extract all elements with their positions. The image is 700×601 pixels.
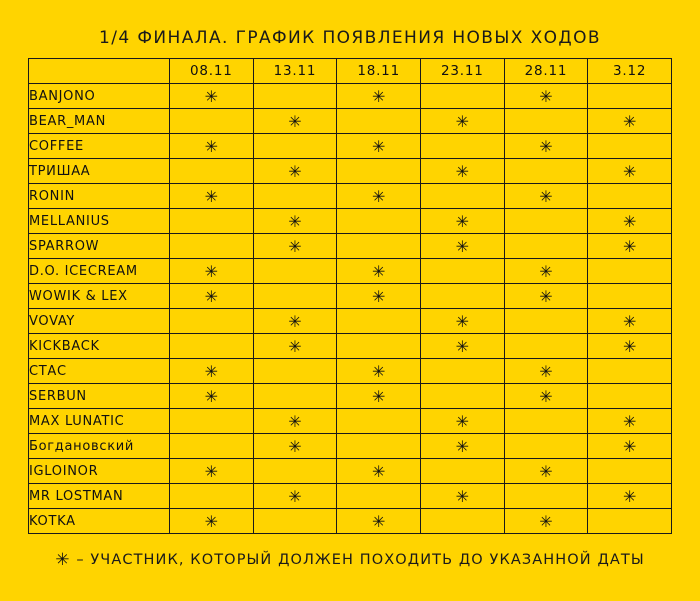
- cell-empty: [170, 109, 254, 134]
- table-row: [29, 459, 672, 484]
- asterisk-icon: ✳: [539, 361, 553, 381]
- asterisk-icon: ✳: [288, 336, 302, 356]
- table-row: [29, 384, 672, 409]
- cell-empty: [253, 384, 337, 409]
- cell-empty: [170, 159, 254, 184]
- schedule-table-container: [0, 58, 700, 534]
- asterisk-icon: ✳: [371, 86, 386, 106]
- cell-marked: [170, 384, 254, 409]
- asterisk-icon: ✳: [204, 261, 219, 281]
- cell-empty: [420, 459, 504, 484]
- cell-empty: [588, 459, 672, 484]
- asterisk-icon: ✳: [622, 161, 637, 181]
- participant-name: IGLOINOR: [29, 459, 170, 484]
- cell-marked: [253, 209, 337, 234]
- cell-empty: [170, 434, 254, 459]
- asterisk-icon: ✳: [622, 236, 637, 256]
- cell-marked: [588, 109, 672, 134]
- cell-marked: [588, 309, 672, 334]
- cell-marked: [253, 234, 337, 259]
- cell-marked: [170, 509, 254, 534]
- asterisk-icon: ✳: [371, 386, 386, 406]
- asterisk-icon: ✳: [371, 136, 386, 156]
- cell-empty: [588, 359, 672, 384]
- corner-cell: [29, 59, 170, 84]
- cell-empty: [170, 209, 254, 234]
- cell-marked: [337, 184, 421, 209]
- table-header-row: [29, 59, 672, 84]
- cell-empty: [420, 384, 504, 409]
- column-header-date: 23.11: [420, 59, 504, 84]
- cell-empty: [337, 334, 421, 359]
- cell-marked: [337, 259, 421, 284]
- table-row: [29, 134, 672, 159]
- table-body: [29, 84, 672, 534]
- cell-marked: [504, 184, 588, 209]
- cell-empty: [253, 284, 337, 309]
- participant-name: KICKBACK: [29, 334, 170, 359]
- cell-empty: [253, 259, 337, 284]
- cell-empty: [504, 434, 588, 459]
- participant-name: Богдановский: [29, 434, 170, 459]
- cell-empty: [420, 259, 504, 284]
- participant-name: MELLANIUS: [29, 209, 170, 234]
- cell-marked: [337, 459, 421, 484]
- cell-marked: [420, 334, 504, 359]
- asterisk-icon: ✳: [204, 511, 219, 531]
- cell-empty: [504, 409, 588, 434]
- cell-marked: [253, 484, 337, 509]
- cell-empty: [170, 309, 254, 334]
- cell-marked: [588, 409, 672, 434]
- cell-marked: [420, 209, 504, 234]
- cell-marked: [588, 159, 672, 184]
- column-header-date: 08.11: [170, 59, 254, 84]
- cell-marked: [504, 459, 588, 484]
- table-row: [29, 409, 672, 434]
- cell-marked: [170, 259, 254, 284]
- cell-empty: [588, 384, 672, 409]
- participant-name: SERBUN: [29, 384, 170, 409]
- asterisk-icon: ✳: [55, 550, 71, 570]
- cell-marked: [253, 334, 337, 359]
- participant-name: MAX LUNATIC: [29, 409, 170, 434]
- cell-empty: [337, 409, 421, 434]
- cell-empty: [337, 234, 421, 259]
- cell-marked: [588, 209, 672, 234]
- cell-empty: [337, 309, 421, 334]
- participant-name: MR LOSTMAN: [29, 484, 170, 509]
- cell-marked: [588, 334, 672, 359]
- cell-marked: [170, 284, 254, 309]
- asterisk-icon: ✳: [371, 186, 386, 206]
- cell-empty: [253, 359, 337, 384]
- cell-marked: [504, 259, 588, 284]
- cell-marked: [170, 84, 254, 109]
- cell-marked: [588, 234, 672, 259]
- cell-marked: [170, 359, 254, 384]
- participant-name: RONIN: [29, 184, 170, 209]
- cell-marked: [504, 134, 588, 159]
- cell-empty: [504, 309, 588, 334]
- cell-marked: [420, 484, 504, 509]
- asterisk-icon: ✳: [622, 311, 637, 331]
- cell-marked: [337, 134, 421, 159]
- participant-name: D.O. ICECREAM: [29, 259, 170, 284]
- cell-marked: [420, 234, 504, 259]
- cell-marked: [420, 309, 504, 334]
- column-header-date: 18.11: [337, 59, 421, 84]
- column-header-date: 13.11: [253, 59, 337, 84]
- cell-marked: [504, 384, 588, 409]
- table-row: [29, 259, 672, 284]
- page-title: 1/4 ФИНАЛА. ГРАФИК ПОЯВЛЕНИЯ НОВЫХ ХОДОВ: [99, 28, 601, 48]
- cell-marked: [337, 359, 421, 384]
- asterisk-icon: ✳: [622, 486, 637, 506]
- asterisk-icon: ✳: [204, 86, 219, 106]
- cell-marked: [504, 84, 588, 109]
- asterisk-icon: ✳: [371, 361, 386, 381]
- cell-empty: [170, 484, 254, 509]
- table-row: [29, 434, 672, 459]
- cell-empty: [504, 159, 588, 184]
- participant-name: СТАС: [29, 359, 170, 384]
- asterisk-icon: ✳: [539, 286, 553, 306]
- asterisk-icon: ✳: [204, 186, 219, 206]
- cell-empty: [253, 84, 337, 109]
- asterisk-icon: ✳: [455, 211, 469, 231]
- asterisk-icon: ✳: [288, 111, 302, 131]
- asterisk-icon: ✳: [539, 261, 553, 281]
- schedule-table: [28, 58, 672, 534]
- cell-marked: [420, 409, 504, 434]
- asterisk-icon: ✳: [539, 511, 553, 531]
- cell-marked: [337, 384, 421, 409]
- participant-name: BANJONO: [29, 84, 170, 109]
- asterisk-icon: ✳: [455, 111, 469, 131]
- cell-empty: [588, 509, 672, 534]
- cell-empty: [420, 284, 504, 309]
- asterisk-icon: ✳: [288, 411, 302, 431]
- asterisk-icon: ✳: [539, 86, 553, 106]
- legend-label: – УЧАСТНИК, КОТОРЫЙ ДОЛЖЕН ПОХОДИТЬ ДО УКАЗАННОЙ ДАТЫ: [76, 552, 645, 568]
- cell-empty: [504, 334, 588, 359]
- participant-name: WOWIK & LEX: [29, 284, 170, 309]
- cell-marked: [170, 134, 254, 159]
- asterisk-icon: ✳: [455, 161, 469, 181]
- cell-marked: [337, 84, 421, 109]
- cell-empty: [504, 109, 588, 134]
- asterisk-icon: ✳: [539, 186, 553, 206]
- table-row: [29, 359, 672, 384]
- cell-empty: [337, 159, 421, 184]
- cell-marked: [337, 509, 421, 534]
- table-row: [29, 234, 672, 259]
- asterisk-icon: ✳: [371, 461, 386, 481]
- cell-marked: [420, 159, 504, 184]
- cell-empty: [588, 284, 672, 309]
- cell-marked: [504, 359, 588, 384]
- cell-empty: [253, 509, 337, 534]
- asterisk-icon: ✳: [455, 486, 469, 506]
- cell-empty: [504, 234, 588, 259]
- cell-empty: [253, 184, 337, 209]
- asterisk-icon: ✳: [539, 136, 553, 156]
- cell-empty: [170, 409, 254, 434]
- cell-empty: [337, 209, 421, 234]
- table-row: [29, 509, 672, 534]
- cell-empty: [588, 184, 672, 209]
- asterisk-icon: ✳: [204, 386, 219, 406]
- column-header-date: 28.11: [504, 59, 588, 84]
- legend: [0, 534, 700, 568]
- asterisk-icon: ✳: [288, 236, 302, 256]
- cell-marked: [588, 434, 672, 459]
- asterisk-icon: ✳: [455, 311, 469, 331]
- asterisk-icon: ✳: [204, 136, 219, 156]
- cell-marked: [253, 309, 337, 334]
- table-row: [29, 159, 672, 184]
- table-row: [29, 334, 672, 359]
- table-row: [29, 284, 672, 309]
- asterisk-icon: ✳: [288, 436, 302, 456]
- asterisk-icon: ✳: [622, 211, 637, 231]
- table-row: [29, 209, 672, 234]
- cell-marked: [337, 284, 421, 309]
- asterisk-icon: ✳: [622, 111, 637, 131]
- asterisk-icon: ✳: [622, 436, 637, 456]
- cell-empty: [420, 359, 504, 384]
- participant-name: VOVAY: [29, 309, 170, 334]
- cell-marked: [588, 484, 672, 509]
- table-row: [29, 184, 672, 209]
- asterisk-icon: ✳: [288, 161, 302, 181]
- cell-empty: [504, 209, 588, 234]
- cell-empty: [420, 509, 504, 534]
- cell-marked: [504, 284, 588, 309]
- asterisk-icon: ✳: [455, 236, 469, 256]
- table-header: [29, 59, 672, 84]
- asterisk-icon: ✳: [455, 436, 469, 456]
- cell-marked: [253, 409, 337, 434]
- asterisk-icon: ✳: [288, 211, 302, 231]
- participant-name: BEAR_MAN: [29, 109, 170, 134]
- asterisk-icon: ✳: [204, 461, 219, 481]
- table-row: [29, 309, 672, 334]
- cell-marked: [253, 159, 337, 184]
- column-header-date: 3.12: [588, 59, 672, 84]
- participant-name: SPARROW: [29, 234, 170, 259]
- asterisk-icon: ✳: [288, 486, 302, 506]
- participant-name: KOTKA: [29, 509, 170, 534]
- cell-empty: [337, 434, 421, 459]
- asterisk-icon: ✳: [622, 411, 637, 431]
- asterisk-icon: ✳: [204, 361, 219, 381]
- asterisk-icon: ✳: [455, 336, 469, 356]
- participant-name: ТРИШАА: [29, 159, 170, 184]
- asterisk-icon: ✳: [204, 286, 219, 306]
- cell-empty: [504, 484, 588, 509]
- cell-marked: [420, 109, 504, 134]
- cell-empty: [420, 134, 504, 159]
- cell-empty: [170, 234, 254, 259]
- asterisk-icon: ✳: [371, 261, 386, 281]
- cell-marked: [170, 184, 254, 209]
- cell-empty: [253, 459, 337, 484]
- cell-marked: [504, 509, 588, 534]
- cell-marked: [253, 109, 337, 134]
- cell-empty: [420, 84, 504, 109]
- cell-empty: [337, 484, 421, 509]
- cell-empty: [588, 134, 672, 159]
- cell-marked: [253, 434, 337, 459]
- cell-empty: [170, 334, 254, 359]
- cell-empty: [588, 84, 672, 109]
- asterisk-icon: ✳: [455, 411, 469, 431]
- asterisk-icon: ✳: [622, 336, 637, 356]
- cell-empty: [420, 184, 504, 209]
- table-row: [29, 109, 672, 134]
- asterisk-icon: ✳: [539, 461, 553, 481]
- asterisk-icon: ✳: [539, 386, 553, 406]
- table-row: [29, 84, 672, 109]
- participant-name: COFFEE: [29, 134, 170, 159]
- cell-marked: [170, 459, 254, 484]
- cell-marked: [420, 434, 504, 459]
- cell-empty: [337, 109, 421, 134]
- asterisk-icon: ✳: [371, 286, 386, 306]
- cell-empty: [253, 134, 337, 159]
- cell-empty: [588, 259, 672, 284]
- asterisk-icon: ✳: [371, 511, 386, 531]
- table-row: [29, 484, 672, 509]
- asterisk-icon: ✳: [288, 311, 302, 331]
